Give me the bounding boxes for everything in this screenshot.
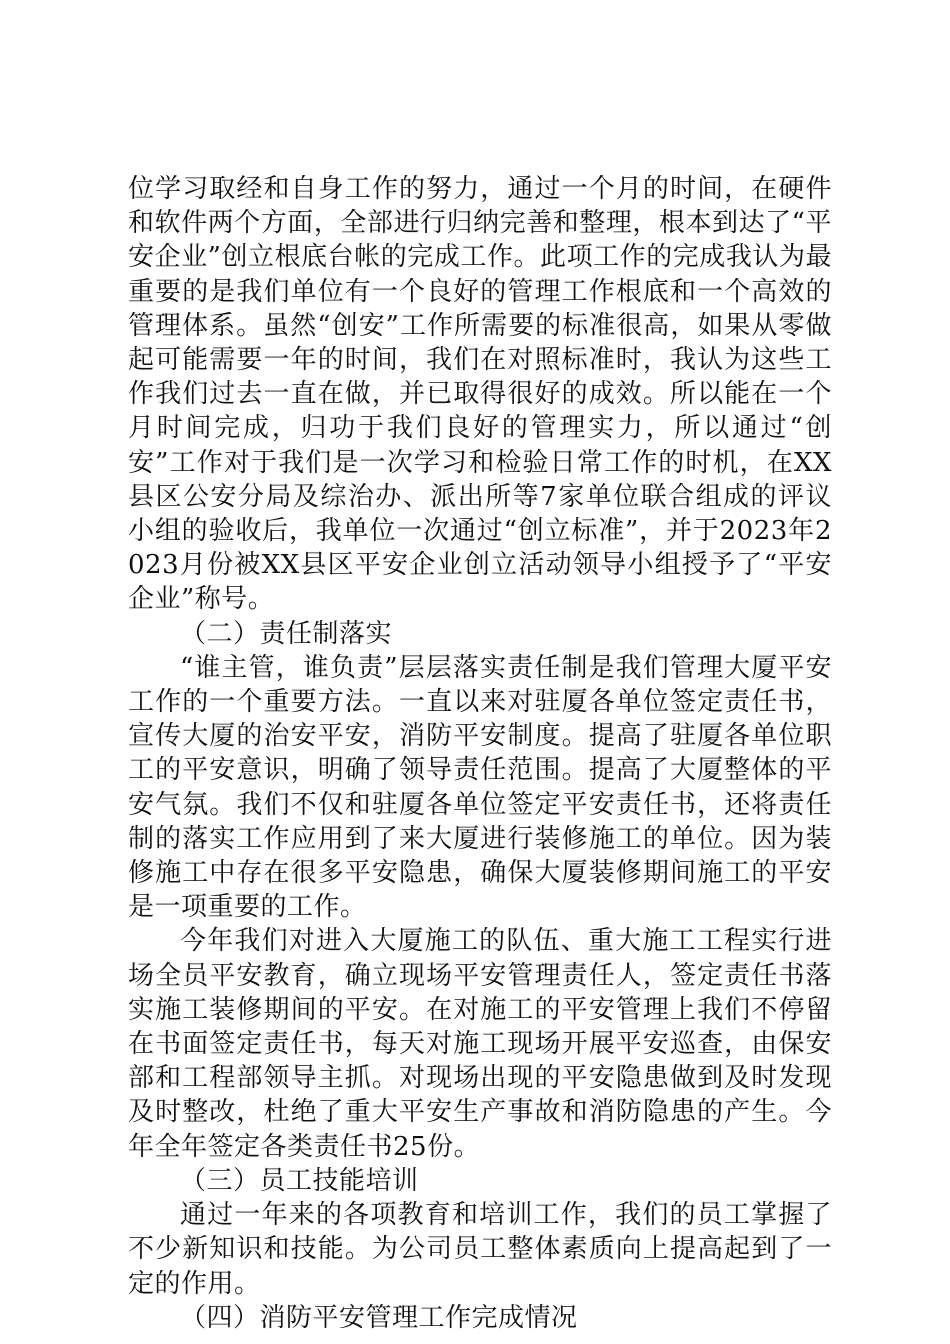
paragraph-training: 通过一年来的各项教育和培训工作，我们的员工掌握了不少新知识和技能。为公司员工整体素质向上提高起到了一定的作用。: [128, 1200, 832, 1299]
section-heading-training: （三）员工技能培训: [180, 1165, 419, 1196]
paragraph-responsibility-2: 今年我们对进入大厦施工的队伍、重大施工工程实行进场全员平安教育，确立现场平安管理责任人，签定责任书落实施工装修期间的平安。在对施工的平安管理上我们不停留在书面签定责任书，每天对施工现场开展平安巡查，由保安部和工程部领导主抓。对现场出现的平安隐患做到及时发现及时整改，杜绝了重大平安生产事故和消防隐患的产生。今年全年签定各类责任书25份。: [128, 926, 832, 1162]
paragraph-responsibility-1: “谁主管，谁负责”层层落实责任制是我们管理大厦平安工作的一个重要方法。一直以来对驻厦各单位签定责任书，宣传大厦的治安平安，消防平安制度。提高了驻厦各单位职工的平安意识，明确了领导责任范围。提高了大厦整体的平安气氛。我们不仅和驻厦各单位签定平安责任书，还将责任制的落实工作应用到了来大厦进行装修施工的单位。因为装修施工中存在很多平安隐患，确保大厦装修期间施工的平安是一项重要的工作。: [128, 652, 832, 923]
section-heading-responsibility: （二）责任制落实: [180, 618, 393, 649]
section-heading-fire-safety: （四）消防平安管理工作完成情况: [180, 1302, 578, 1333]
document-body: [128, 172, 832, 1335]
paragraph-intro: 位学习取经和自身工作的努力，通过一个月的时间，在硬件和软件两个方面，全部进行归纳完善和整理，根本到达了“平安企业”创立根底台帐的完成工作。此项工作的完成我认为最重要的是我们单位有一个良好的管理工作根底和一个高效的管理体系。虽然“创安”工作所需要的标准很高，如果从零做起可能需要一年的时间，我们在对照标准时，我认为这些工作我们过去一直在做，并已取得很好的成效。所以能在一个月时间完成，归功于我们良好的管理实力，所以通过“创安”工作对于我们是一次学习和检验日常工作的时机，在XX县区公安分局及综治办、派出所等7家单位联合组成的评议小组的验收后，我单位一次通过“创立标准”，并于2023年2023月份被XX县区平安企业创立活动领导小组授予了“平安企业”称号。: [128, 174, 832, 615]
